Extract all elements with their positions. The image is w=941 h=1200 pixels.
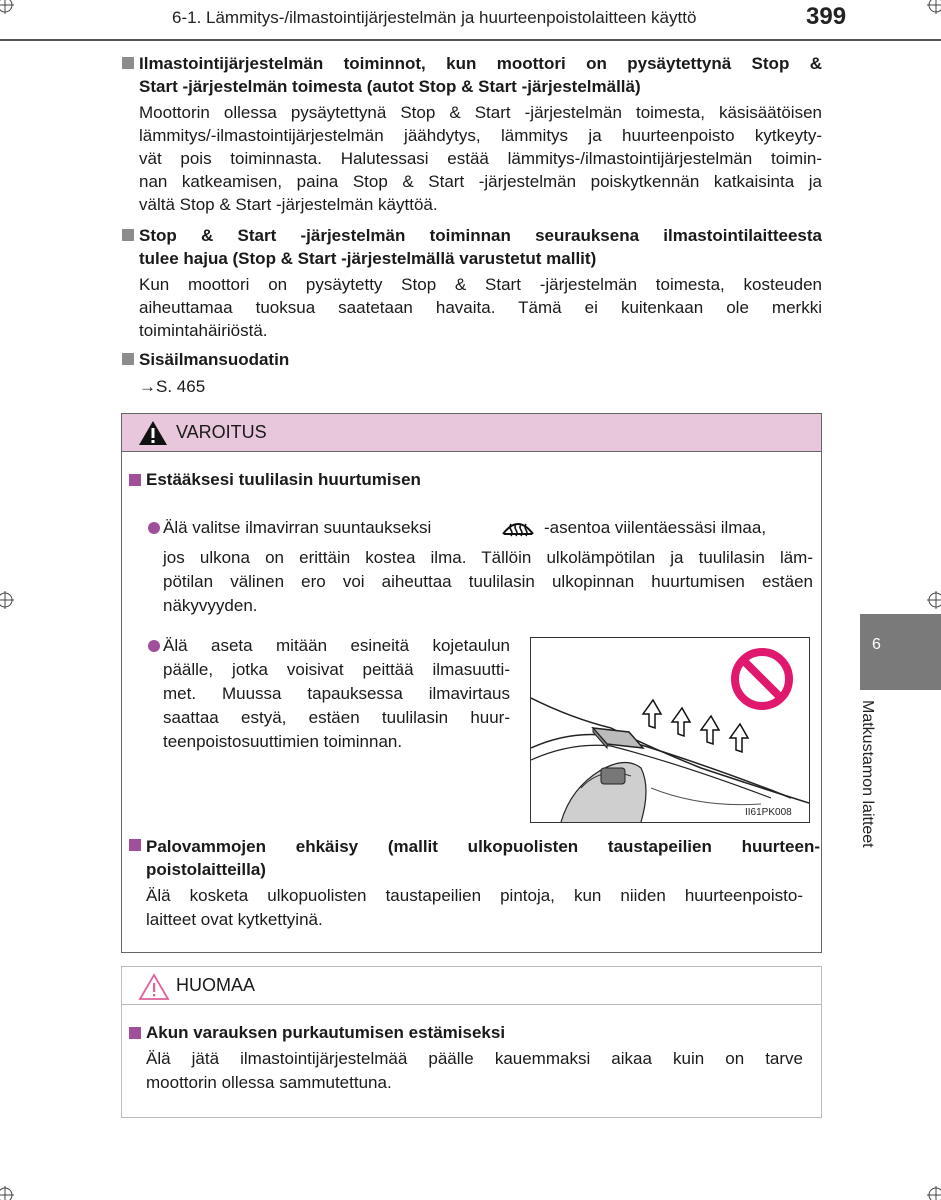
warning-text-dashboard: Älä aseta mitään esineitä kojetaulun päälle, jotka voisivat peittää ilmasuutti- met. Muussa tapauksessa ilmavirtaus saattaa estyä, estäen tuulilasin huur- teenpoistosuuttimien toiminnan.	[163, 636, 510, 751]
chapter-label: Matkustamon laitteet	[859, 700, 876, 848]
warning-subheading-burns: Palovammojen ehkäisy (mallit ulkopuolisten taustapeilien huurteen- poistolaitteilla)	[129, 835, 820, 881]
notice-label: HUOMAA	[176, 975, 256, 995]
notice-text: Älä jätä ilmastointijärjestelmää päälle kauemmaksi aikaa kuin on tarve moottorin ollessa sammutettuna.	[146, 1049, 803, 1092]
prohibition-icon	[735, 652, 789, 706]
warning-text-defog: Älä valitse ilmavirran suuntaukseksi -asentoa viilentäessäsi ilmaa, jos ulkona on erittäin kostea ilma. Tällöin ulkolämpötilan ja tuulilasin läm- pötilan välinen ero voi aiheuttaa tuulilasin ulkopinnan huurtumisen estäen näkyvyyden.	[163, 516, 813, 618]
notice-box	[121, 966, 822, 1118]
section-heading: Sisäilmansuodatin	[122, 348, 822, 371]
bullet-square-icon	[129, 839, 141, 851]
page-number: 399	[806, 3, 847, 30]
section-body: Moottorin ollessa pysäytettynä Stop & Start -järjestelmän toimesta, käsisäätöisen lämmitys/-ilmastointijärjestelmän jäähdytys, lämmitys ja huurteenpoisto kytkeyty- vät pois toiminnasta. Halutessasi estää lämmitys-/ilmastointijärjestelmän toimin- nan katkeamisen, paina Stop & Start -järjestelmän poiskytkennän katkaisinta ja vältä Stop & Start -järjestelmän käyttöä.	[139, 103, 822, 214]
warning-text-burns: Älä kosketa ulkopuolisten taustapeilien pintoja, kun niiden huurteenpoisto- laitteet ovat kytkettyinä.	[146, 886, 803, 929]
warning-header	[122, 414, 821, 452]
notice-header	[122, 967, 821, 1005]
page-reference: →S. 465	[139, 377, 206, 396]
defroster-icon	[501, 512, 535, 540]
bullet-dot-icon	[148, 640, 160, 652]
figure-code: II61PK008	[745, 807, 792, 818]
warning-label: VAROITUS	[176, 422, 267, 442]
bullet-square-icon	[129, 474, 141, 486]
section-heading: Ilmastointijärjestelmän toiminnot, kun moottori on pysäytettynä Stop & Start -järjestelmän toimesta (autot Stop & Start -järjestelmällä)	[122, 52, 822, 98]
section-odor	[122, 224, 822, 342]
notice-subheading: Akun varauksen purkautumisen estämiseksi	[129, 1023, 505, 1043]
bullet-square-icon	[129, 1027, 141, 1039]
bullet-square-icon	[122, 353, 134, 365]
bullet-square-icon	[122, 57, 134, 69]
bullet-square-icon	[122, 229, 134, 241]
chapter-number: 6	[872, 636, 881, 653]
caution-triangle-icon	[138, 973, 170, 1001]
section-stop-start-functions	[122, 52, 822, 216]
warning-subheading-defog: Estääksesi tuulilasin huurtumisen	[129, 470, 421, 490]
header-divider	[0, 39, 941, 41]
section-body: Kun moottori on pysäytetty Stop & Start -järjestelmän toimesta, kosteuden aiheuttamaa tuoksua saatetaan havaita. Tämä ei kuitenkaan ole merkki toimintahäiriöstä.	[139, 275, 822, 340]
warning-box	[121, 413, 822, 953]
section-cabin-filter	[122, 348, 822, 398]
running-header: 6-1. Lämmitys-/ilmastointijärjestelmän ja huurteenpoistolaitteen käyttö	[172, 8, 697, 27]
warning-triangle-icon	[138, 420, 168, 446]
section-heading: Stop & Start -järjestelmän toiminnan seurauksena ilmastointilaitteesta tulee hajua (Stop & Start -järjestelmällä varustetut mallit)	[122, 224, 822, 270]
bullet-dot-icon	[148, 522, 160, 534]
dashboard-object-illustration	[531, 638, 809, 822]
dashboard-illustration	[530, 637, 810, 823]
